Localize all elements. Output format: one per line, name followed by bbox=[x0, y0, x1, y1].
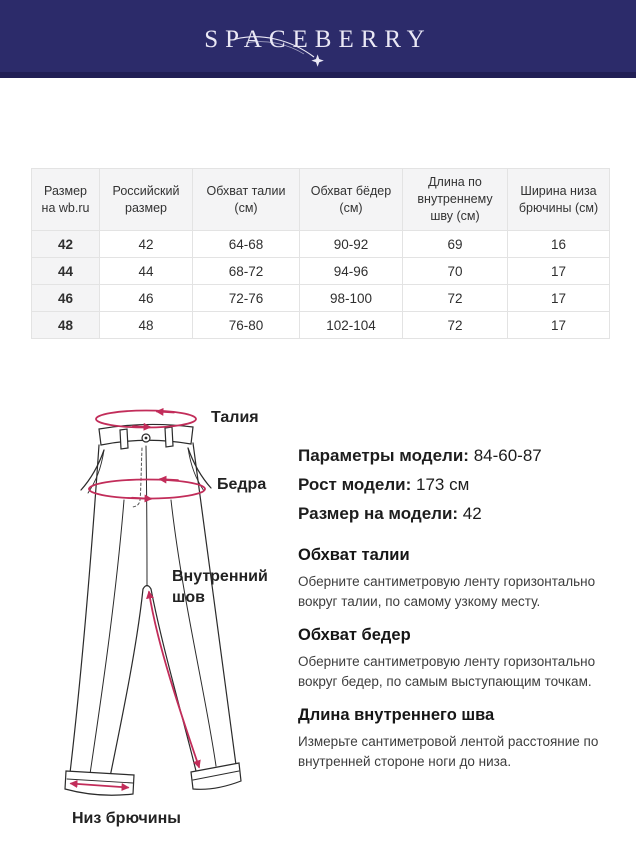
size-cell: 42 bbox=[100, 231, 193, 258]
brand-logo bbox=[0, 26, 636, 54]
size-cell: 44 bbox=[100, 258, 193, 285]
model-size-label: Размер на модели: bbox=[298, 504, 459, 523]
size-row-48 bbox=[32, 312, 610, 339]
model-height-value: 173 см bbox=[415, 475, 470, 494]
size-cell: 72-76 bbox=[193, 285, 300, 312]
size-row-42 bbox=[32, 231, 610, 258]
size-cell: 69 bbox=[403, 231, 508, 258]
size-cell: 70 bbox=[403, 258, 508, 285]
size-cell: 17 bbox=[508, 312, 610, 339]
size-cell: 46 bbox=[100, 285, 193, 312]
model-params-line bbox=[298, 441, 620, 470]
instruction-title-inseam: Длина внутреннего шва bbox=[298, 706, 495, 724]
model-params-value: 84-60-87 bbox=[473, 446, 542, 465]
shooting-star-icon bbox=[232, 32, 328, 68]
logo-text: SPACEBERRY bbox=[204, 26, 432, 53]
model-size-line bbox=[298, 499, 620, 528]
column-header-hem: Ширина низа брючины (см) bbox=[508, 169, 610, 231]
instruction-title-hips: Обхват бедер bbox=[298, 626, 411, 644]
size-cell: 102-104 bbox=[300, 312, 403, 339]
model-height-line bbox=[298, 470, 620, 499]
instruction-text-hips: Оберните сантиметровую ленту горизонтально вокруг бедер, по самым выступающим точкам. bbox=[298, 654, 596, 689]
hem-label: Низ брючины bbox=[72, 810, 181, 827]
column-header-hips: Обхват бёдер (см) bbox=[300, 169, 403, 231]
hips-label: Бедра bbox=[217, 476, 267, 493]
column-header-inseam: Длина по внутреннему шву (см) bbox=[403, 169, 508, 231]
instruction-text-waist: Оберните сантиметровую ленту горизонтально вокруг талии, по самому узкому месту. bbox=[298, 574, 596, 609]
size-cell: 42 bbox=[32, 231, 100, 258]
size-cell: 16 bbox=[508, 231, 610, 258]
brand-header-band bbox=[0, 0, 636, 78]
waist-label: Талия bbox=[211, 409, 259, 426]
size-cell: 76-80 bbox=[193, 312, 300, 339]
size-cell: 72 bbox=[403, 285, 508, 312]
size-cell: 17 bbox=[508, 258, 610, 285]
column-header-ru-size: Российский размер bbox=[100, 169, 193, 231]
size-table bbox=[31, 168, 610, 339]
model-size-value: 42 bbox=[462, 504, 482, 523]
size-cell: 44 bbox=[32, 258, 100, 285]
size-cell: 90-92 bbox=[300, 231, 403, 258]
size-cell: 48 bbox=[32, 312, 100, 339]
size-cell: 94-96 bbox=[300, 258, 403, 285]
size-row-44 bbox=[32, 258, 610, 285]
inseam-label: Внутренний шов bbox=[172, 568, 268, 606]
size-cell: 72 bbox=[403, 312, 508, 339]
model-height-label: Рост модели: bbox=[298, 475, 412, 494]
size-cell: 98-100 bbox=[300, 285, 403, 312]
size-cell: 48 bbox=[100, 312, 193, 339]
size-cell: 68-72 bbox=[193, 258, 300, 285]
size-cell: 17 bbox=[508, 285, 610, 312]
size-row-46 bbox=[32, 285, 610, 312]
column-header-waist: Обхват талии (см) bbox=[193, 169, 300, 231]
model-params-label: Параметры модели: bbox=[298, 446, 469, 465]
column-header-wb-size: Размер на wb.ru bbox=[32, 169, 100, 231]
instruction-text-inseam: Измерьте сантиметровой лентой расстояние по внутренней стороне ноги до низа. bbox=[298, 734, 599, 769]
info-column bbox=[298, 441, 620, 772]
inseam-measure-arrow bbox=[149, 592, 199, 767]
size-table-header-row bbox=[32, 169, 610, 231]
size-cell: 64-68 bbox=[193, 231, 300, 258]
instruction-title-waist: Обхват талии bbox=[298, 546, 410, 564]
header-shadow bbox=[0, 72, 636, 78]
size-cell: 46 bbox=[32, 285, 100, 312]
